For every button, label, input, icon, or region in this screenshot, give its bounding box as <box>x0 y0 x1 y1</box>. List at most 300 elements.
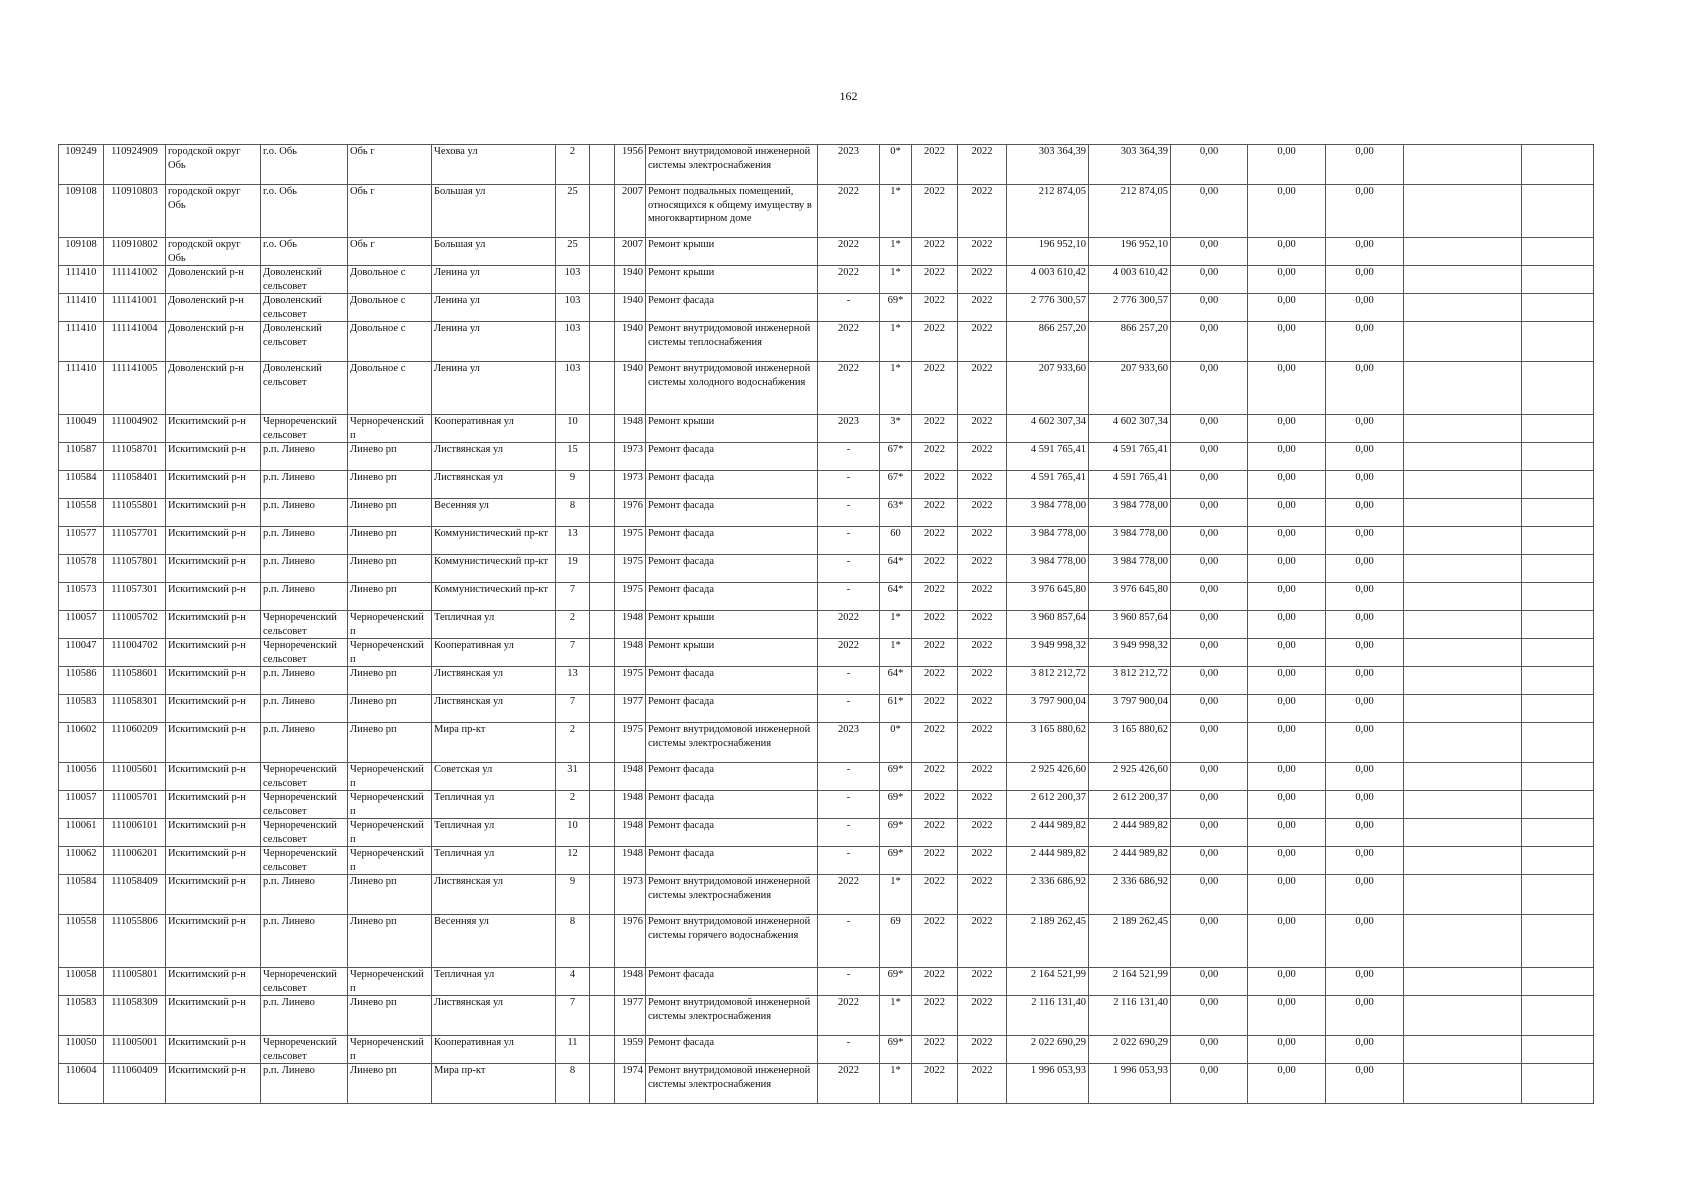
cell-text: Весенняя ул <box>434 500 489 511</box>
cell-municipality <box>166 555 261 583</box>
cell-text: Искитимский р-н <box>168 528 246 539</box>
cell-municipality <box>166 322 261 362</box>
cell-building <box>590 499 615 527</box>
cell-work-id: 111141005 <box>104 362 166 415</box>
cell-text: р.п. Линево <box>263 916 315 927</box>
cell-end-year: 2022 <box>958 819 1007 847</box>
cell-wear-percent: 0* <box>880 145 912 185</box>
cell-planned-year: - <box>818 968 880 996</box>
cell-street <box>432 238 556 266</box>
cell-house-number: 25 <box>556 238 590 266</box>
cell-federal-funds: 0,00 <box>1171 238 1248 266</box>
cell-building <box>590 555 615 583</box>
cell-wear-percent: 64* <box>880 667 912 695</box>
cell-text: Линево рп <box>350 916 397 927</box>
cell-text: Доволенский р-н <box>168 323 244 334</box>
cell-extra-1 <box>1404 667 1522 695</box>
cell-text: Доволенский сельсовет <box>263 363 322 388</box>
cell-federal-funds: 0,00 <box>1171 723 1248 763</box>
cell-federal-funds: 0,00 <box>1171 847 1248 875</box>
cell-locality <box>348 723 432 763</box>
cell-text: Кооперативная ул <box>434 640 514 651</box>
cell-extra-2 <box>1522 875 1594 915</box>
cell-start-year: 2022 <box>912 996 958 1036</box>
cell-text: Искитимский р-н <box>168 916 246 927</box>
cell-total-cost: 3 812 212,72 <box>1007 667 1089 695</box>
cell-house-id: 109249 <box>59 145 104 185</box>
cell-year-built: 1973 <box>615 443 646 471</box>
cell-municipality <box>166 791 261 819</box>
cell-local-budget: 0,00 <box>1326 499 1404 527</box>
cell-start-year: 2022 <box>912 294 958 322</box>
table-row <box>59 667 1594 695</box>
cell-work-id: 111141002 <box>104 266 166 294</box>
cell-municipality <box>166 611 261 639</box>
cell-federal-funds: 0,00 <box>1171 266 1248 294</box>
cell-house-id: 110577 <box>59 527 104 555</box>
cell-total-cost: 4 003 610,42 <box>1007 266 1089 294</box>
cell-locality <box>348 847 432 875</box>
cell-local-budget: 0,00 <box>1326 639 1404 667</box>
cell-street <box>432 695 556 723</box>
cell-extra-2 <box>1522 1064 1594 1104</box>
cell-house-id: 111410 <box>59 362 104 415</box>
cell-work-type: Ремонт фасада <box>646 294 818 322</box>
cell-federal-funds: 0,00 <box>1171 145 1248 185</box>
cell-house-number: 103 <box>556 294 590 322</box>
cell-regional-fund: 3 984 778,00 <box>1089 527 1171 555</box>
cell-federal-funds: 0,00 <box>1171 875 1248 915</box>
cell-locality <box>348 555 432 583</box>
cell-regional-budget: 0,00 <box>1248 819 1326 847</box>
cell-building <box>590 185 615 238</box>
cell-year-built: 1948 <box>615 847 646 875</box>
table-row <box>59 819 1594 847</box>
cell-text: Чернореченский сельсовет <box>263 969 337 994</box>
cell-year-built: 1948 <box>615 639 646 667</box>
cell-locality <box>348 415 432 443</box>
cell-total-cost: 3 984 778,00 <box>1007 527 1089 555</box>
cell-end-year: 2022 <box>958 415 1007 443</box>
cell-house-id: 110604 <box>59 1064 104 1104</box>
cell-local-budget: 0,00 <box>1326 322 1404 362</box>
cell-locality <box>348 322 432 362</box>
cell-text: р.п. Линево <box>263 1065 315 1076</box>
cell-municipality <box>166 145 261 185</box>
cell-text: Искитимский р-н <box>168 640 246 651</box>
cell-extra-2 <box>1522 611 1594 639</box>
cell-text: городской округ Обь <box>168 239 241 264</box>
cell-regional-fund: 3 984 778,00 <box>1089 499 1171 527</box>
cell-regional-budget: 0,00 <box>1248 322 1326 362</box>
cell-local-budget: 0,00 <box>1326 527 1404 555</box>
cell-planned-year: - <box>818 443 880 471</box>
table-row <box>59 471 1594 499</box>
cell-extra-1 <box>1404 583 1522 611</box>
cell-start-year: 2022 <box>912 968 958 996</box>
cell-text: Доволенский сельсовет <box>263 323 322 348</box>
cell-house-number: 31 <box>556 763 590 791</box>
cell-extra-2 <box>1522 915 1594 968</box>
cell-local-budget: 0,00 <box>1326 1036 1404 1064</box>
cell-building <box>590 238 615 266</box>
table-row <box>59 875 1594 915</box>
cell-text: Искитимский р-н <box>168 472 246 483</box>
cell-work-id: 111006201 <box>104 847 166 875</box>
cell-end-year: 2022 <box>958 875 1007 915</box>
cell-federal-funds: 0,00 <box>1171 499 1248 527</box>
cell-municipality <box>166 1036 261 1064</box>
cell-end-year: 2022 <box>958 266 1007 294</box>
cell-work-id: 111057301 <box>104 583 166 611</box>
cell-local-budget: 0,00 <box>1326 847 1404 875</box>
cell-extra-2 <box>1522 294 1594 322</box>
cell-street <box>432 996 556 1036</box>
cell-regional-budget: 0,00 <box>1248 695 1326 723</box>
cell-house-number: 25 <box>556 185 590 238</box>
cell-wear-percent: 69* <box>880 847 912 875</box>
cell-locality <box>348 667 432 695</box>
cell-total-cost: 3 797 900,04 <box>1007 695 1089 723</box>
cell-federal-funds: 0,00 <box>1171 322 1248 362</box>
cell-federal-funds: 0,00 <box>1171 791 1248 819</box>
cell-end-year: 2022 <box>958 294 1007 322</box>
cell-extra-1 <box>1404 791 1522 819</box>
cell-wear-percent: 67* <box>880 443 912 471</box>
cell-street <box>432 611 556 639</box>
cell-municipality <box>166 996 261 1036</box>
cell-house-id: 111410 <box>59 322 104 362</box>
cell-building <box>590 847 615 875</box>
cell-locality <box>348 294 432 322</box>
cell-street <box>432 667 556 695</box>
cell-local-budget: 0,00 <box>1326 238 1404 266</box>
cell-wear-percent: 63* <box>880 499 912 527</box>
cell-extra-1 <box>1404 238 1522 266</box>
cell-work-type: Ремонт фасада <box>646 555 818 583</box>
cell-wear-percent: 69* <box>880 791 912 819</box>
cell-regional-budget: 0,00 <box>1248 611 1326 639</box>
cell-work-id: 111055801 <box>104 499 166 527</box>
cell-regional-fund: 303 364,39 <box>1089 145 1171 185</box>
table-row <box>59 915 1594 968</box>
cell-house-number: 13 <box>556 527 590 555</box>
cell-municipality <box>166 294 261 322</box>
cell-building <box>590 266 615 294</box>
cell-wear-percent: 1* <box>880 996 912 1036</box>
cell-end-year: 2022 <box>958 611 1007 639</box>
cell-regional-budget: 0,00 <box>1248 667 1326 695</box>
cell-planned-year: 2022 <box>818 362 880 415</box>
cell-regional-budget: 0,00 <box>1248 1036 1326 1064</box>
cell-text: Чернореченский п <box>350 1037 424 1062</box>
cell-work-id: 110910803 <box>104 185 166 238</box>
cell-start-year: 2022 <box>912 145 958 185</box>
cell-work-type: Ремонт крыши <box>646 639 818 667</box>
cell-text: Линево рп <box>350 556 397 567</box>
cell-extra-2 <box>1522 791 1594 819</box>
table-row <box>59 763 1594 791</box>
cell-total-cost: 3 976 645,80 <box>1007 583 1089 611</box>
cell-text: Листвянская ул <box>434 696 504 707</box>
cell-house-number: 8 <box>556 1064 590 1104</box>
cell-building <box>590 968 615 996</box>
cell-planned-year: - <box>818 527 880 555</box>
cell-house-id: 110602 <box>59 723 104 763</box>
cell-locality <box>348 145 432 185</box>
cell-wear-percent: 69* <box>880 968 912 996</box>
cell-extra-2 <box>1522 415 1594 443</box>
cell-year-built: 1948 <box>615 415 646 443</box>
cell-wear-percent: 61* <box>880 695 912 723</box>
cell-year-built: 1948 <box>615 791 646 819</box>
cell-start-year: 2022 <box>912 238 958 266</box>
cell-municipality <box>166 915 261 968</box>
cell-year-built: 1975 <box>615 667 646 695</box>
cell-regional-budget: 0,00 <box>1248 968 1326 996</box>
cell-street <box>432 819 556 847</box>
cell-text: Ленина ул <box>434 363 480 374</box>
cell-year-built: 1975 <box>615 527 646 555</box>
cell-street <box>432 185 556 238</box>
cell-year-built: 1940 <box>615 266 646 294</box>
cell-planned-year: - <box>818 915 880 968</box>
cell-text: Обь г <box>350 239 375 250</box>
page-number: 162 <box>839 89 858 103</box>
cell-extra-2 <box>1522 145 1594 185</box>
cell-house-id: 110583 <box>59 996 104 1036</box>
cell-settlement <box>261 667 348 695</box>
cell-text: Искитимский р-н <box>168 848 246 859</box>
cell-municipality <box>166 443 261 471</box>
cell-wear-percent: 67* <box>880 471 912 499</box>
cell-street <box>432 763 556 791</box>
cell-text: Доволенский сельсовет <box>263 295 322 320</box>
cell-regional-budget: 0,00 <box>1248 443 1326 471</box>
cell-text: Линево рп <box>350 724 397 735</box>
cell-regional-fund: 2 444 989,82 <box>1089 847 1171 875</box>
cell-planned-year: - <box>818 695 880 723</box>
cell-house-number: 103 <box>556 362 590 415</box>
cell-locality <box>348 695 432 723</box>
cell-local-budget: 0,00 <box>1326 362 1404 415</box>
cell-regional-budget: 0,00 <box>1248 583 1326 611</box>
cell-locality <box>348 996 432 1036</box>
cell-year-built: 1976 <box>615 915 646 968</box>
cell-work-type: Ремонт фасада <box>646 847 818 875</box>
table-row <box>59 415 1594 443</box>
cell-year-built: 1975 <box>615 723 646 763</box>
cell-street <box>432 527 556 555</box>
cell-municipality <box>166 185 261 238</box>
cell-work-id: 111058309 <box>104 996 166 1036</box>
cell-federal-funds: 0,00 <box>1171 415 1248 443</box>
cell-text: р.п. Линево <box>263 997 315 1008</box>
cell-house-id: 110583 <box>59 695 104 723</box>
cell-extra-1 <box>1404 322 1522 362</box>
cell-settlement <box>261 639 348 667</box>
cell-locality <box>348 791 432 819</box>
table-row <box>59 996 1594 1036</box>
cell-regional-budget: 0,00 <box>1248 415 1326 443</box>
cell-start-year: 2022 <box>912 847 958 875</box>
table-row <box>59 362 1594 415</box>
cell-municipality <box>166 819 261 847</box>
cell-regional-budget: 0,00 <box>1248 294 1326 322</box>
cell-extra-1 <box>1404 1064 1522 1104</box>
cell-house-id: 110587 <box>59 443 104 471</box>
cell-wear-percent: 1* <box>880 1064 912 1104</box>
cell-building <box>590 915 615 968</box>
cell-regional-fund: 3 812 212,72 <box>1089 667 1171 695</box>
cell-regional-fund: 3 984 778,00 <box>1089 555 1171 583</box>
cell-text: Линево рп <box>350 696 397 707</box>
cell-work-type: Ремонт фасада <box>646 499 818 527</box>
cell-total-cost: 4 591 765,41 <box>1007 471 1089 499</box>
cell-municipality <box>166 1064 261 1104</box>
cell-regional-fund: 2 022 690,29 <box>1089 1036 1171 1064</box>
cell-house-number: 9 <box>556 471 590 499</box>
cell-planned-year: - <box>818 819 880 847</box>
cell-extra-1 <box>1404 499 1522 527</box>
cell-text: Советская ул <box>434 764 493 775</box>
cell-wear-percent: 1* <box>880 362 912 415</box>
cell-building <box>590 695 615 723</box>
cell-building <box>590 527 615 555</box>
cell-municipality <box>166 667 261 695</box>
cell-total-cost: 3 960 857,64 <box>1007 611 1089 639</box>
cell-text: Чернореченский сельсовет <box>263 848 337 873</box>
cell-extra-2 <box>1522 499 1594 527</box>
cell-text: Искитимский р-н <box>168 500 246 511</box>
cell-text: Линево рп <box>350 500 397 511</box>
cell-locality <box>348 611 432 639</box>
cell-wear-percent: 69 <box>880 915 912 968</box>
cell-year-built: 1948 <box>615 611 646 639</box>
cell-planned-year: - <box>818 763 880 791</box>
cell-house-id: 110558 <box>59 915 104 968</box>
cell-local-budget: 0,00 <box>1326 611 1404 639</box>
cell-wear-percent: 69* <box>880 294 912 322</box>
cell-planned-year: 2022 <box>818 266 880 294</box>
cell-regional-budget: 0,00 <box>1248 238 1326 266</box>
cell-regional-fund: 2 776 300,57 <box>1089 294 1171 322</box>
cell-regional-fund: 2 336 686,92 <box>1089 875 1171 915</box>
cell-extra-2 <box>1522 471 1594 499</box>
cell-house-number: 15 <box>556 443 590 471</box>
cell-street <box>432 875 556 915</box>
cell-text: Искитимский р-н <box>168 584 246 595</box>
cell-total-cost: 2 444 989,82 <box>1007 819 1089 847</box>
cell-settlement <box>261 791 348 819</box>
cell-settlement <box>261 266 348 294</box>
cell-settlement <box>261 499 348 527</box>
cell-house-id: 111410 <box>59 266 104 294</box>
cell-text: Чернореченский п <box>350 612 424 637</box>
cell-extra-1 <box>1404 555 1522 583</box>
cell-house-number: 4 <box>556 968 590 996</box>
cell-street <box>432 322 556 362</box>
cell-start-year: 2022 <box>912 185 958 238</box>
cell-text: Тепличная ул <box>434 612 495 623</box>
cell-total-cost: 3 949 998,32 <box>1007 639 1089 667</box>
table-row <box>59 238 1594 266</box>
cell-total-cost: 866 257,20 <box>1007 322 1089 362</box>
cell-text: Тепличная ул <box>434 969 495 980</box>
cell-text: Линево рп <box>350 528 397 539</box>
cell-work-id: 111057701 <box>104 527 166 555</box>
cell-extra-2 <box>1522 527 1594 555</box>
cell-text: р.п. Линево <box>263 500 315 511</box>
table-row <box>59 695 1594 723</box>
cell-total-cost: 2 164 521,99 <box>1007 968 1089 996</box>
cell-extra-2 <box>1522 185 1594 238</box>
cell-text: р.п. Линево <box>263 876 315 887</box>
cell-building <box>590 667 615 695</box>
cell-building <box>590 294 615 322</box>
cell-house-id: 110584 <box>59 471 104 499</box>
cell-house-id: 110049 <box>59 415 104 443</box>
cell-text: Искитимский р-н <box>168 668 246 679</box>
cell-work-type: Ремонт фасада <box>646 1036 818 1064</box>
cell-house-number: 10 <box>556 415 590 443</box>
cell-extra-1 <box>1404 723 1522 763</box>
cell-wear-percent: 1* <box>880 322 912 362</box>
cell-extra-2 <box>1522 238 1594 266</box>
cell-text: Чернореченский п <box>350 416 424 441</box>
cell-end-year: 2022 <box>958 847 1007 875</box>
cell-wear-percent: 60 <box>880 527 912 555</box>
cell-text: Довольное с <box>350 363 406 374</box>
cell-end-year: 2022 <box>958 145 1007 185</box>
cell-house-id: 110586 <box>59 667 104 695</box>
cell-regional-budget: 0,00 <box>1248 875 1326 915</box>
cell-text: Доволенский р-н <box>168 267 244 278</box>
cell-house-number: 8 <box>556 915 590 968</box>
cell-text: Тепличная ул <box>434 848 495 859</box>
cell-text: Искитимский р-н <box>168 444 246 455</box>
cell-planned-year: 2023 <box>818 145 880 185</box>
cell-federal-funds: 0,00 <box>1171 185 1248 238</box>
cell-extra-1 <box>1404 847 1522 875</box>
cell-work-id: 111060209 <box>104 723 166 763</box>
cell-regional-budget: 0,00 <box>1248 996 1326 1036</box>
table-row <box>59 968 1594 996</box>
cell-building <box>590 639 615 667</box>
cell-regional-fund: 1 996 053,93 <box>1089 1064 1171 1104</box>
cell-wear-percent: 64* <box>880 583 912 611</box>
cell-locality <box>348 471 432 499</box>
cell-house-number: 9 <box>556 875 590 915</box>
cell-end-year: 2022 <box>958 1064 1007 1104</box>
cell-house-number: 13 <box>556 667 590 695</box>
cell-text: Чернореченский сельсовет <box>263 792 337 817</box>
cell-text: Чернореченский сельсовет <box>263 764 337 789</box>
cell-work-id: 111005001 <box>104 1036 166 1064</box>
cell-text: Искитимский р-н <box>168 724 246 735</box>
cell-text: Искитимский р-н <box>168 556 246 567</box>
cell-extra-2 <box>1522 695 1594 723</box>
cell-street <box>432 1036 556 1064</box>
cell-municipality <box>166 968 261 996</box>
cell-text: р.п. Линево <box>263 556 315 567</box>
cell-locality <box>348 583 432 611</box>
cell-work-id: 111005701 <box>104 791 166 819</box>
cell-regional-budget: 0,00 <box>1248 915 1326 968</box>
table-row <box>59 322 1594 362</box>
cell-text: р.п. Линево <box>263 724 315 735</box>
cell-total-cost: 2 116 131,40 <box>1007 996 1089 1036</box>
